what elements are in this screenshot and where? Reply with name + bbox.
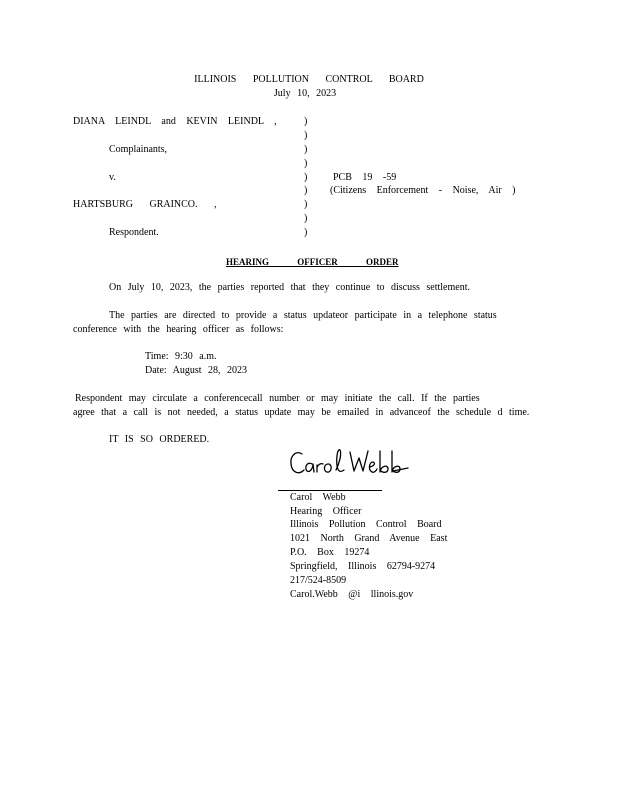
- caption-paren: ): [304, 213, 308, 224]
- order-title: HEARING OFFICER ORDER: [226, 257, 399, 267]
- address-line-3: Springfield, Illinois 62794-9274: [290, 561, 436, 572]
- address-line-1: 1021 North Grand Avenue East: [290, 533, 448, 544]
- caption-paren: ): [304, 144, 308, 155]
- email-address: Carol.Webb @i llinois.gov: [290, 589, 414, 600]
- caption-paren: ): [304, 185, 308, 196]
- case-type: (Citizens Enforcement - Noise, Air ): [330, 185, 516, 196]
- paragraph-2-line-1: The parties are directed to provide a status updateor participate in a telephone status: [109, 310, 497, 321]
- signer-title: Hearing Officer: [290, 506, 362, 517]
- phone-number: 217/524-8509: [290, 575, 347, 586]
- respondent-name: HARTSBURG GRAINCO. ,: [73, 199, 217, 210]
- caption-paren: ): [304, 130, 308, 141]
- case-number: PCB 19 -59: [333, 172, 397, 183]
- caption-paren: ): [304, 172, 308, 183]
- handwritten-signature: [288, 446, 412, 482]
- signer-organization: Illinois Pollution Control Board: [290, 519, 442, 530]
- schedule-date: Date: August 28, 2023: [145, 365, 247, 376]
- signature-line: [278, 490, 382, 491]
- paragraph-1: On July 10, 2023, the parties reported that they continue to discuss settlement.: [109, 282, 470, 293]
- order-date: July 10, 2023: [273, 88, 337, 99]
- caption-paren: ): [304, 158, 308, 169]
- complainant-names: DIANA LEINDL and KEVIN LEINDL ,: [73, 116, 277, 127]
- complainants-label: Complainants,: [109, 144, 168, 155]
- address-line-2: P.O. Box 19274: [290, 547, 370, 558]
- caption-paren: ): [304, 116, 308, 127]
- respondent-label: Respondent.: [109, 227, 159, 238]
- paragraph-3-line-2: agree that a call is not needed, a status update may be emailed in advanceof the schedule d time.: [73, 407, 530, 418]
- caption-paren: ): [304, 227, 308, 238]
- agency-name: ILLINOIS POLLUTION CONTROL BOARD: [194, 74, 424, 85]
- closing-statement: IT IS SO ORDERED.: [109, 434, 210, 445]
- paragraph-3-line-1: Respondent may circulate a conferencecall number or may initiate the call. If the parties: [75, 393, 480, 404]
- versus-label: v.: [109, 172, 116, 183]
- paragraph-2-line-2: conference with the hearing officer as follows:: [73, 324, 284, 335]
- schedule-time: Time: 9:30 a.m.: [145, 351, 217, 362]
- signer-name: Carol Webb: [290, 492, 346, 503]
- caption-paren: ): [304, 199, 308, 210]
